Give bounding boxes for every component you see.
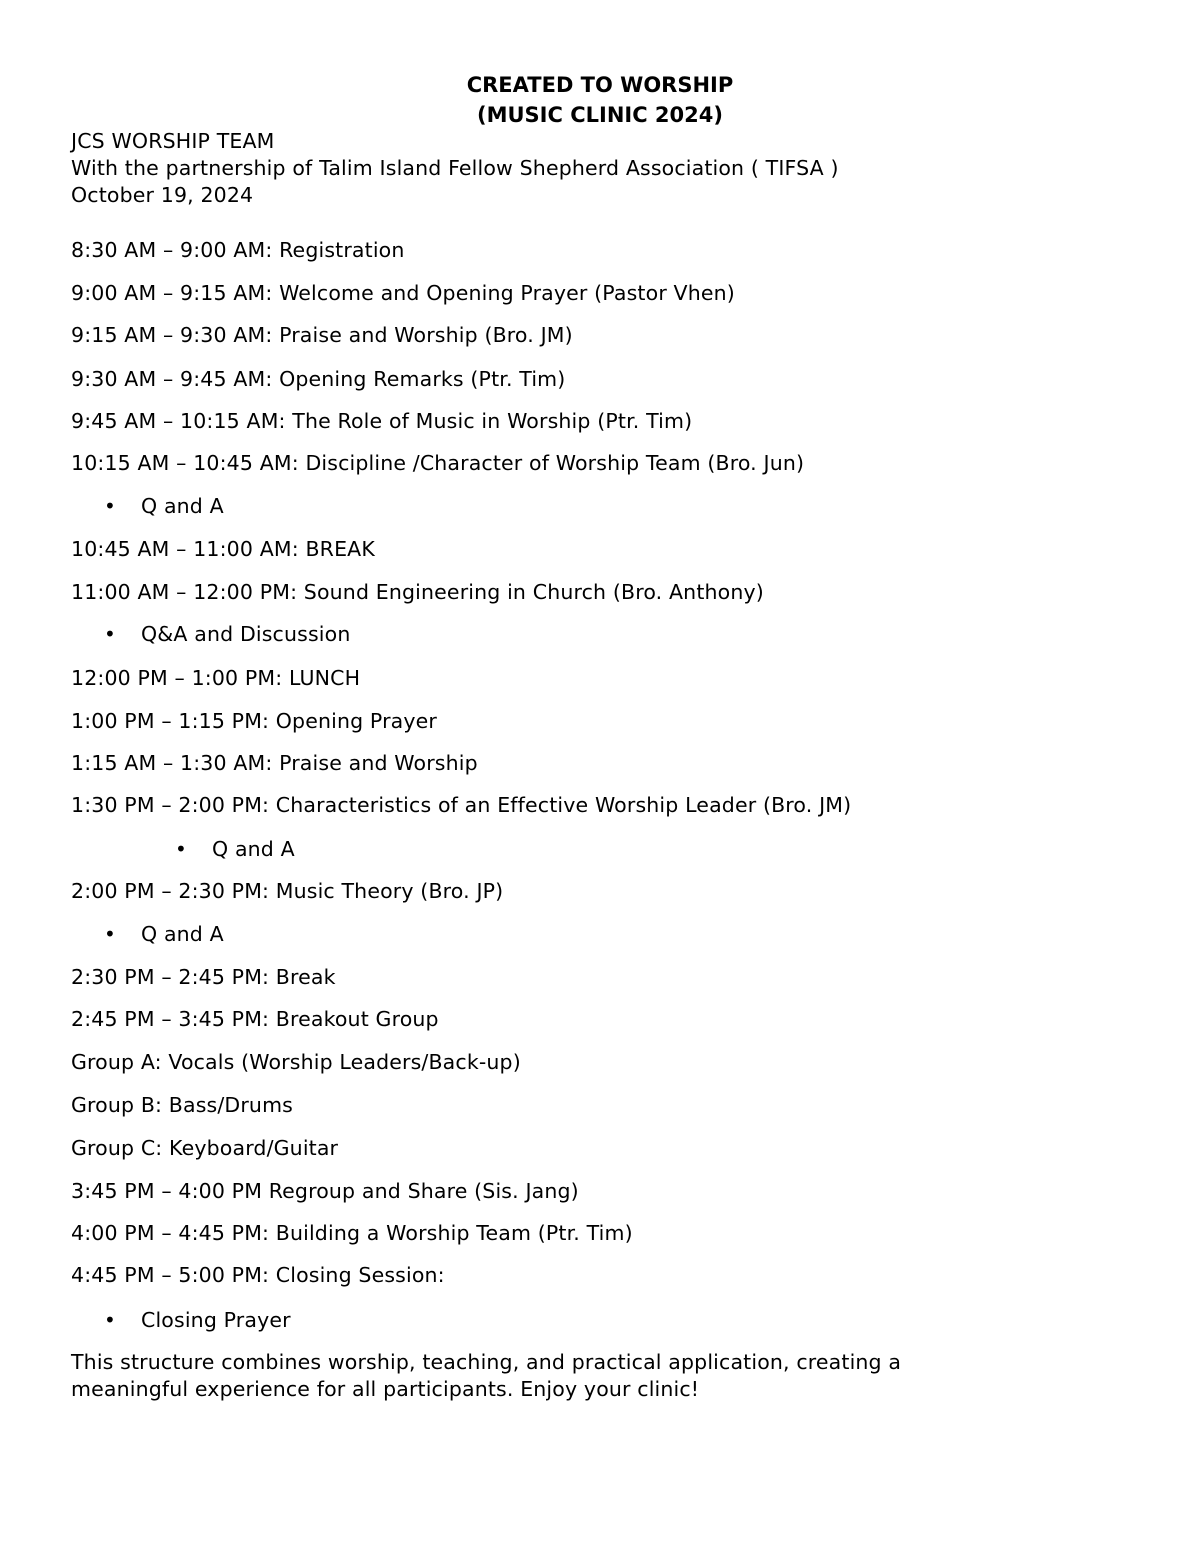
schedule-subitem: Closing Prayer [141, 1308, 291, 1332]
bullet-icon: • [104, 494, 116, 518]
schedule-subitem: Q and A [212, 837, 295, 861]
closing-paragraph-line: This structure combines worship, teaching, and practical application, creating a [71, 1350, 902, 1374]
schedule-subitem: Q and A [141, 494, 224, 518]
breakout-group-item: Group B: Bass/Drums [71, 1093, 294, 1117]
document-subtitle: (MUSIC CLINIC 2024) [477, 103, 723, 127]
breakout-group-item: Group C: Keyboard/Guitar [71, 1136, 339, 1160]
event-date: October 19, 2024 [71, 183, 254, 207]
closing-paragraph-line: meaningful experience for all participants. Enjoy your clinic! [71, 1377, 700, 1401]
schedule-item: 1:15 AM – 1:30 AM: Praise and Worship [71, 751, 478, 775]
schedule-item: 1:00 PM – 1:15 PM: Opening Prayer [71, 709, 437, 733]
schedule-item: 12:00 PM – 1:00 PM: LUNCH [71, 666, 361, 690]
schedule-item: 9:15 AM – 9:30 AM: Praise and Worship (Bro. JM) [71, 323, 573, 347]
schedule-item: 4:00 PM – 4:45 PM: Building a Worship Team (Ptr. Tim) [71, 1221, 633, 1245]
partnership-line: With the partnership of Talim Island Fellow Shepherd Association ( TIFSA ) [71, 156, 839, 180]
breakout-group-item: Group A: Vocals (Worship Leaders/Back-up) [71, 1050, 521, 1074]
bullet-icon: • [104, 1308, 116, 1332]
schedule-item: 9:00 AM – 9:15 AM: Welcome and Opening Prayer (Pastor Vhen) [71, 281, 735, 305]
schedule-item: 10:15 AM – 10:45 AM: Discipline /Character of Worship Team (Bro. Jun) [71, 451, 805, 475]
schedule-item: 4:45 PM – 5:00 PM: Closing Session: [71, 1263, 445, 1287]
schedule-item: 8:30 AM – 9:00 AM: Registration [71, 238, 405, 262]
bullet-icon: • [175, 837, 187, 861]
schedule-item: 11:00 AM – 12:00 PM: Sound Engineering in Church (Bro. Anthony) [71, 580, 764, 604]
schedule-item: 2:00 PM – 2:30 PM: Music Theory (Bro. JP) [71, 879, 504, 903]
document-title: CREATED TO WORSHIP [466, 73, 734, 97]
schedule-item: 2:45 PM – 3:45 PM: Breakout Group [71, 1007, 439, 1031]
schedule-item: 9:45 AM – 10:15 AM: The Role of Music in Worship (Ptr. Tim) [71, 409, 693, 433]
schedule-item: 1:30 PM – 2:00 PM: Characteristics of an Effective Worship Leader (Bro. JM) [71, 793, 852, 817]
schedule-item: 2:30 PM – 2:45 PM: Break [71, 965, 336, 989]
bullet-icon: • [104, 622, 116, 646]
schedule-item: 3:45 PM – 4:00 PM Regroup and Share (Sis. Jang) [71, 1179, 579, 1203]
schedule-item: 9:30 AM – 9:45 AM: Opening Remarks (Ptr. Tim) [71, 367, 566, 391]
schedule-subitem: Q&A and Discussion [141, 622, 351, 646]
bullet-icon: • [104, 922, 116, 946]
schedule-subitem: Q and A [141, 922, 224, 946]
organizer-line: JCS WORSHIP TEAM [71, 129, 275, 153]
schedule-item: 10:45 AM – 11:00 AM: BREAK [71, 537, 375, 561]
